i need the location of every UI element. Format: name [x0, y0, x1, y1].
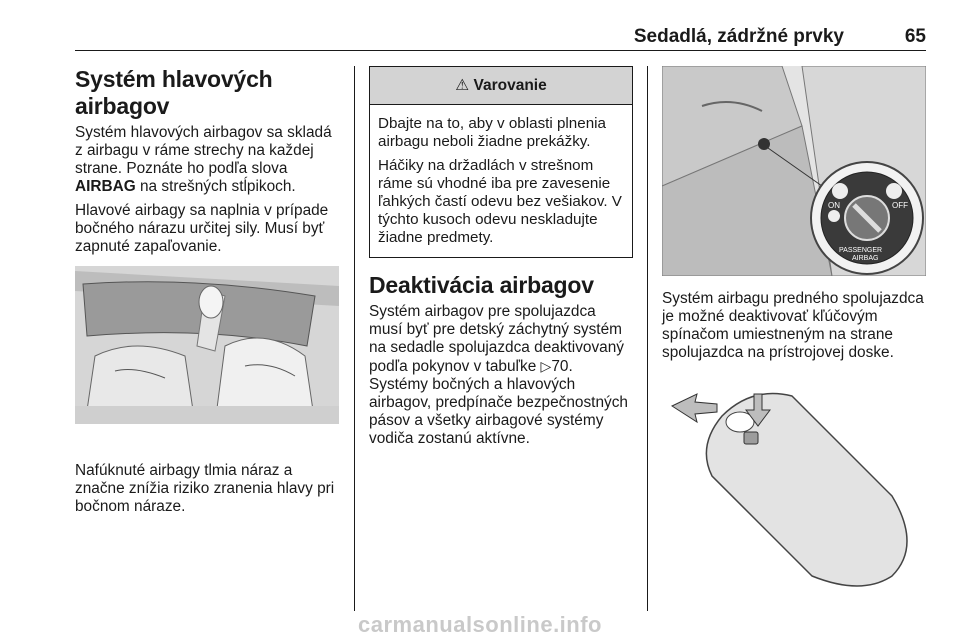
paragraph: [75, 124, 341, 196]
warning-body: [370, 105, 632, 257]
key-illustration: [662, 376, 926, 591]
warning-title: Varovanie: [473, 77, 547, 94]
warning-text: Háčiky na držadlách v strešnom ráme sú vhodné iba pre zavesenie ľahkých častí odevu bez vešiakov. V týchto kusoch odevu neskladujte žiadne predmety.: [378, 157, 622, 246]
section-heading: Deaktivácia airbagov: [369, 272, 594, 298]
switch-passenger-label: PASSENGER: [839, 247, 883, 254]
warning-box: [369, 66, 633, 258]
paragraph: Hlavové airbagy sa naplnia v prípade bočného nárazu určitej sily. Musí byť zapnuté zapaľovanie.: [75, 202, 329, 255]
paragraph: [369, 303, 633, 448]
page-reference: 70.: [551, 358, 573, 375]
column-1: [75, 58, 341, 522]
text: Systém airbagov pre spolujazdca musí byť pre detský záchytný systém na sedadle spolujazdca deaktivovaný podľa pokynov v tabuľke: [369, 303, 624, 375]
dashboard-switch-image: [662, 66, 926, 276]
warning-text: Dbajte na to, aby v oblasti plnenia airbagu neboli žiadne prekážky.: [378, 115, 606, 150]
text: Systémy bočných a hlavových airbagov, predpínače bezpečnostných pásov a všetky airbagové systémy vodiča zostanú aktívne.: [369, 376, 628, 447]
page-header: [75, 26, 926, 51]
text: na strešných stĺpikoch.: [135, 178, 296, 195]
switch-on-label: ON: [828, 201, 840, 210]
switch-off-label: OFF: [892, 201, 908, 210]
warning-icon: ⚠: [455, 77, 470, 94]
column-3: [662, 58, 926, 591]
airbag-label: AIRBAG: [75, 178, 136, 195]
key-image: [662, 376, 926, 591]
page-reference-icon: ▷: [540, 358, 552, 374]
paragraph: Systém airbagu predného spolujazdca je možné deaktivovať kľúčovým spínačom umiestneným na strane spolujazdca na prístrojovej doske.: [662, 290, 924, 361]
switch-airbag-label: AIRBAG: [852, 255, 879, 262]
section-title: Sedadlá, zádržné prvky: [633, 26, 844, 47]
airbag-switch-illustration: [662, 66, 926, 276]
car-interior-image: [75, 266, 339, 424]
page-number: 65: [904, 26, 926, 47]
figure-caption: Nafúknuté airbagy tlmia náraz a značne znížia riziko zranenia hlavy pri bočnom náraze.: [75, 462, 335, 515]
curtain-airbag-illustration: [75, 266, 339, 424]
column-divider: [647, 66, 648, 611]
column-divider: [354, 66, 355, 611]
watermark: carmanualsonline.info: [358, 612, 602, 637]
text: Systém hlavových airbagov sa skladá z airbagu v ráme strechy na každej strane. Poznáte ho podľa slova: [75, 124, 332, 177]
warning-header: [370, 67, 632, 105]
column-2: [369, 58, 633, 454]
section-heading: Systém hlavových airbagov: [75, 66, 273, 119]
